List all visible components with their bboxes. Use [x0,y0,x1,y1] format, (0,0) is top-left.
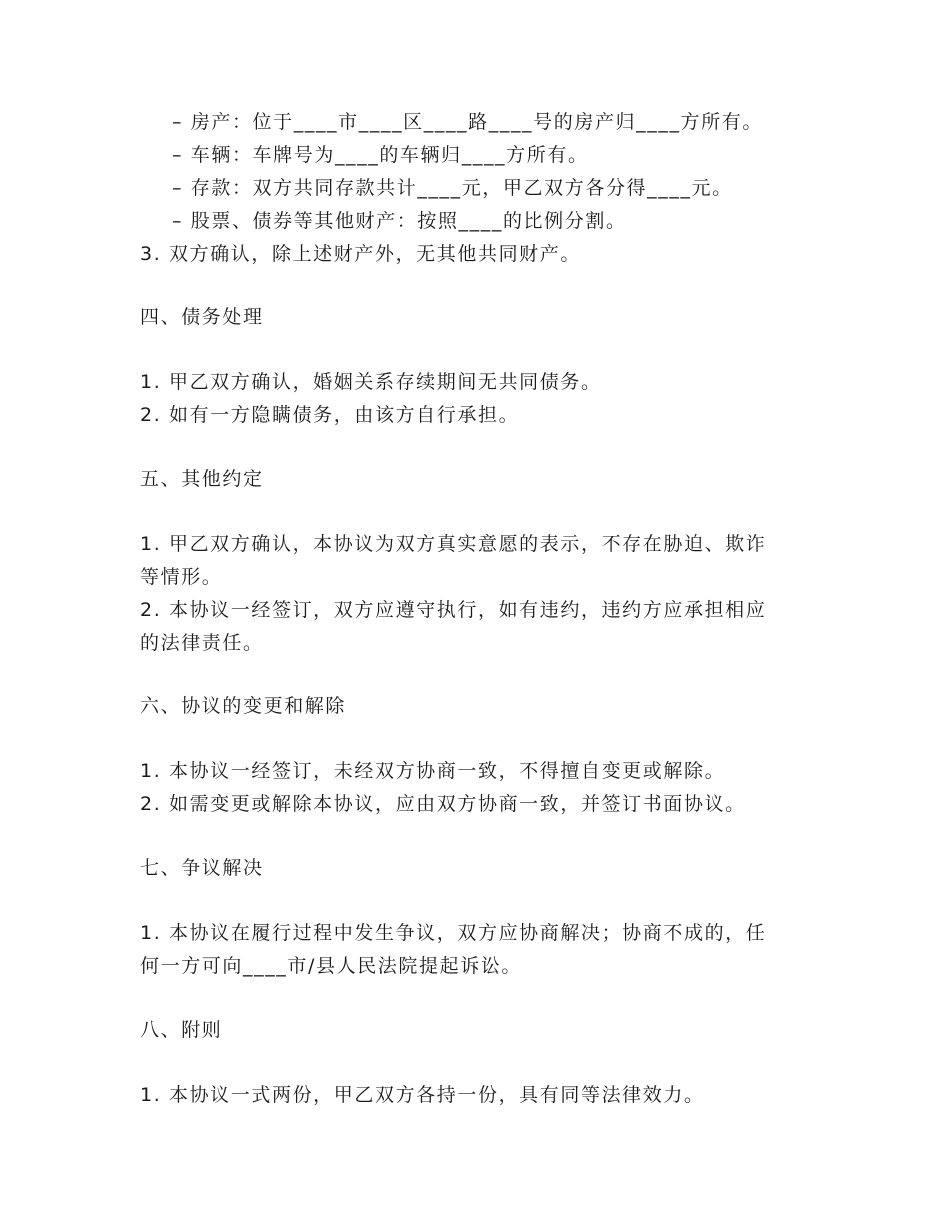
other-clause-1-line-1: 1. 甲乙双方确认，本协议为双方真实意愿的表示，不存在胁迫、欺诈 [140,533,767,555]
supplementary-clause-1: 1. 本协议一式两份，甲乙双方各持一份，具有同等法律效力。 [140,1084,705,1106]
property-item-house: – 房产：位于____市____区____路____号的房产归____方所有。 [172,111,763,133]
amendment-clause-1: 1. 本协议一经签订，未经双方协商一致，不得擅自变更或解除。 [140,760,726,782]
section-heading-dispute: 七、争议解决 [140,857,264,879]
dispute-clause-1-line-1: 1. 本协议在履行过程中发生争议，双方应协商解决；协商不成的，任 [140,922,767,944]
property-item-securities: – 股票、债券等其他财产：按照____的比例分割。 [172,210,627,232]
section-heading-supplementary: 八、附则 [140,1019,223,1041]
other-clause-2-line-1: 2. 本协议一经签订，双方应遵守执行，如有违约，违约方应承担相应 [140,599,767,621]
section-heading-other: 五、其他约定 [140,468,264,490]
property-item-vehicle: – 车辆：车牌号为____的车辆归____方所有。 [172,144,589,166]
debts-clause-2: 2. 如有一方隐瞒债务，由该方自行承担。 [140,404,520,426]
other-clause-2-line-2: 的法律责任。 [140,632,264,654]
clause-3-paragraph: 3. 双方确认，除上述财产外，无其他共同财产。 [140,243,581,265]
dispute-clause-1-line-2: 何一方可向____市/县人民法院提起诉讼。 [140,955,523,977]
section-heading-amendment: 六、协议的变更和解除 [140,695,347,717]
property-item-deposit: – 存款：双方共同存款共计____元，甲乙双方各分得____元。 [172,177,733,199]
debts-clause-1: 1. 甲乙双方确认，婚姻关系存续期间无共同债务。 [140,371,602,393]
section-heading-debts: 四、债务处理 [140,306,264,328]
amendment-clause-2: 2. 如需变更或解除本协议，应由双方协商一致，并签订书面协议。 [140,793,746,815]
other-clause-1-line-2: 等情形。 [140,566,223,588]
